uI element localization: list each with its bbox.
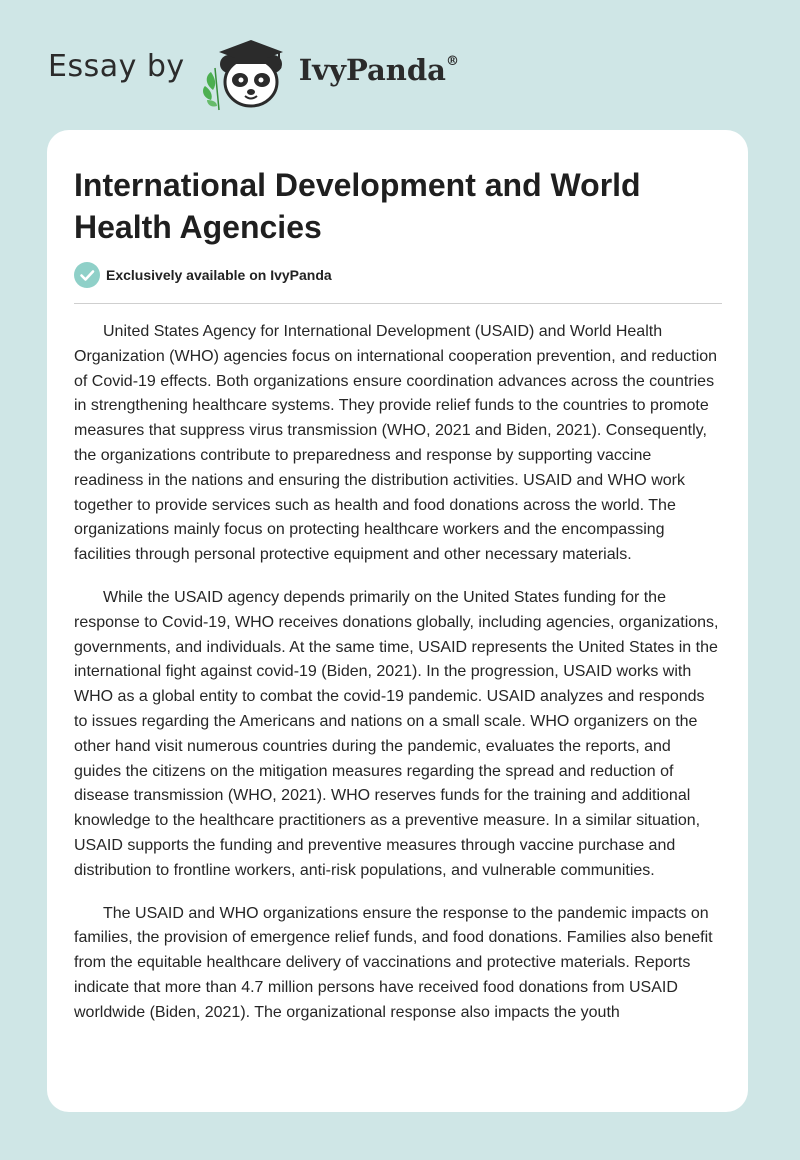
exclusive-badge <box>74 262 332 288</box>
check-icon <box>74 262 100 288</box>
essay-card <box>47 130 748 1112</box>
paragraph: United States Agency for International Development (USAID) and World Health Organization (WHO) agencies focus on international cooperation prevention, and reduction of Covid-19 effects. Both organizations ensure coordination advances across the countries in strengthening healthcare systems. They provide relief funds to the countries to promote measures that suppress virus transmission (WHO, 2021 and Biden, 2021). Consequently, the organizations contribute to preparedness and response by supporting vaccine readiness in the nations and ensuring the distribution activities. USAID and WHO work together to provide services such as health and food donations across the world. The organizations mainly focus on protecting healthcare workers and the encompassing facilities through personal protective equipment and other necessary materials. <box>74 323 718 564</box>
paragraph: The USAID and WHO organizations ensure the response to the pandemic impacts on families, the provision of emergence relief funds, and food donations. Families also benefit from the equitable healthcare delivery of vaccinations and protective materials. Reports indicate that more than 4.7 million persons have received food donations from USAID worldwide (Biden, 2021). The organizational response also impacts the youth <box>74 904 713 1021</box>
divider <box>74 303 722 304</box>
exclusive-badge-text: Exclusively available on IvyPanda <box>106 267 332 283</box>
brand-header[interactable] <box>48 34 459 114</box>
essay-body <box>74 320 722 1044</box>
registered-mark: ® <box>445 54 459 70</box>
panda-graduate-icon <box>199 34 295 114</box>
essay-title: International Development and World Health Agencies <box>74 167 641 245</box>
brand-name: IvyPanda® <box>298 53 459 87</box>
paragraph: While the USAID agency depends primarily on the United States funding for the response to Covid-19, WHO receives donations globally, including agencies, organizations, governments, and individuals. At the same time, USAID represents the United States in the international fight against covid-19 (Biden, 2021). In the progression, USAID works with WHO as a global entity to combat the covid-19 pandemic. USAID analyzes and responds to issues regarding the Americans and nations on a small scale. WHO organizers on the other hand visit numerous countries during the pandemic, evaluates the reports, and guides the citizens on the mitigation measures regarding the spread and reduction of disease transmission (WHO, 2021). WHO reserves funds for the training and additional knowledge to the healthcare practitioners as a preventive measure. In a similar situation, USAID supports the funding and preventive measures through vaccine purchase and distribution to frontline workers, anti-risk populations, and vulnerable communities. <box>74 588 719 879</box>
brand-prefix: Essay by <box>48 48 185 84</box>
